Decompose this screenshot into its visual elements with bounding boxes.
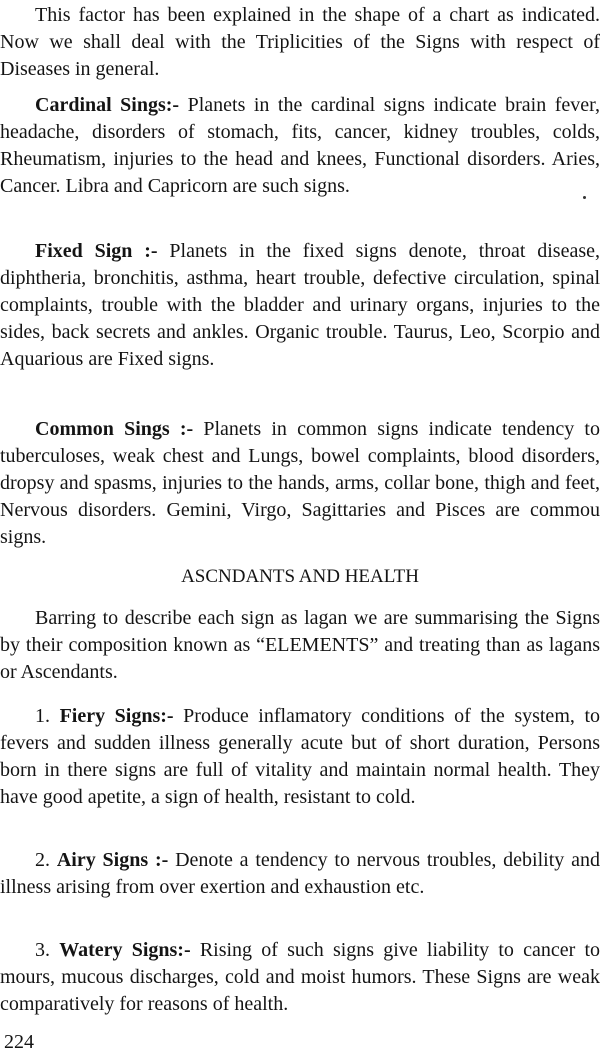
- watery-signs-text: Rising of such signs give liability to cancer to mours, mucous discharges, cold and moist humors. These Signs are weak comparatively for reasons of health.: [0, 939, 600, 1015]
- fiery-signs-number: 1.: [35, 705, 50, 727]
- watery-signs-paragraph: [0, 937, 600, 1018]
- barring-text: Barring to describe each sign as lagan we are summarising the Signs by their composition known as “ELEMENTS” and treating than as lagans or Ascendants.: [0, 607, 600, 683]
- page-number: 224: [4, 1031, 34, 1053]
- watery-signs-heading: Watery Signs:-: [59, 939, 191, 961]
- intro-paragraph: [0, 2, 600, 83]
- section-heading: ASCNDANTS AND HEALTH: [181, 566, 419, 587]
- airy-signs-number: 2.: [35, 849, 50, 871]
- intro-text: This factor has been explained in the shape of a chart as indicated. Now we shall deal with the Triplicities of the Signs with respect of Diseases in general.: [0, 4, 600, 80]
- common-signs-text: Planets in common signs indicate tendency to tuberculoses, weak chest and Lungs, bowel complaints, blood disorders, dropsy and spasms, injuries to the hands, arms, collar bone, thigh and feet, Nervous disorders. Gemini, Virgo, Sagittaries and Pisces are commou signs.: [0, 418, 600, 548]
- fiery-signs-text: Produce inflamatory conditions of the system, to fevers and sudden illness generally acute but of short duration, Persons born in there signs are full of vitality and maintain normal health. They have good apetite, a sign of health, resistant to cold.: [0, 705, 600, 808]
- fixed-sign-paragraph: [0, 238, 600, 373]
- common-signs-paragraph: [0, 416, 600, 551]
- watery-signs-number: 3.: [35, 939, 50, 961]
- cardinal-signs-heading: Cardinal Sings:-: [35, 94, 180, 116]
- cardinal-signs-paragraph: [0, 92, 600, 200]
- fixed-sign-text: Planets in the fixed signs denote, throat disease, diphtheria, bronchitis, asthma, heart trouble, defective circulation, spinal complaints, trouble with the bladder and urinary organs, injuries to the sides, back secrets and ankles. Organic trouble. Taurus, Leo, Scorpio and Aquarious are Fixed signs.: [0, 240, 600, 370]
- airy-signs-paragraph: [0, 847, 600, 901]
- fiery-signs-heading: Fiery Signs:-: [59, 705, 174, 727]
- print-speck: [583, 196, 586, 199]
- fiery-signs-paragraph: [0, 703, 600, 811]
- airy-signs-text: Denote a tendency to nervous troubles, debility and illness arising from over exertion and exhaustion etc.: [0, 849, 600, 898]
- common-signs-heading: Common Sings :-: [35, 418, 194, 440]
- cardinal-signs-text: Planets in the cardinal signs indicate brain fever, headache, disorders of stomach, fits, cancer, kidney troubles, colds, Rheumatism, injuries to the head and knees, Functional disorders. Aries, Cancer. Libra and Capricorn are such signs.: [0, 94, 600, 197]
- barring-paragraph: [0, 605, 600, 686]
- airy-signs-heading: Airy Signs :-: [56, 849, 169, 871]
- fixed-sign-heading: Fixed Sign :-: [35, 240, 158, 262]
